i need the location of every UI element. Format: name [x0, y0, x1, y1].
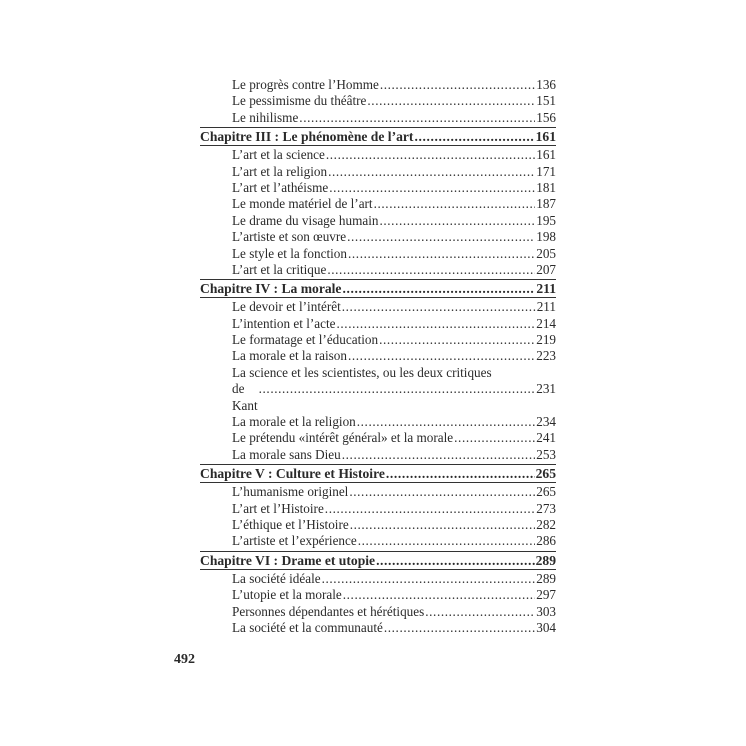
toc-entry-line1: La science et les scientistes, ou les deux critiques [232, 364, 492, 380]
chapter-heading-6: Chapitre VI : Drame et utopie ..... 289 [200, 551, 556, 570]
chapter-heading-5: Chapitre V : Culture et Histoire ..... 265 [200, 464, 556, 483]
toc-entry: L’artiste et son œuvre ..... 198 [200, 229, 556, 245]
toc-entry: La société et la communauté ..... 304 [200, 620, 556, 636]
toc-entry: Le drame du visage humain ..... 195 [200, 213, 556, 229]
toc-entry: Le style et la fonction ..... 205 [200, 246, 556, 262]
toc-entry: L’intention et l’acte ..... 214 [200, 316, 556, 332]
table-of-contents [200, 77, 556, 636]
toc-entry: L’art et la critique ..... 207 [200, 262, 556, 278]
chapter-heading-3: Chapitre III : Le phénomène de l’art ..... 161 [200, 127, 556, 146]
toc-entry-multiline [200, 365, 556, 414]
page-number: 492 [174, 652, 195, 667]
toc-entry: La morale et la religion ..... 234 [200, 414, 556, 430]
chapter-heading-4: Chapitre IV : La morale ..... 211 [200, 279, 556, 298]
toc-entry: La morale et la raison ..... 223 [200, 348, 556, 364]
toc-entry: Le monde matériel de l’art ..... 187 [200, 196, 556, 212]
toc-entry: Le prétendu «intérêt général» et la morale ..... 241 [200, 430, 556, 446]
toc-entry: L’art et la science ..... 161 [200, 147, 556, 163]
toc-entry: L’artiste et l’expérience ..... 286 [200, 533, 556, 549]
toc-entry: L’art et l’athéisme ..... 181 [200, 180, 556, 196]
toc-entry: L’art et la religion ..... 171 [200, 164, 556, 180]
toc-entry: L’art et l’Histoire ..... 273 [200, 501, 556, 517]
toc-entry-line2: de Kant [232, 381, 258, 413]
toc-entry: Le formatage et l’éducation ..... 219 [200, 332, 556, 348]
toc-entry: La société idéale ..... 289 [200, 571, 556, 587]
toc-entry: Le pessimisme du théâtre ..... 151 [200, 93, 556, 109]
toc-entry: Le devoir et l’intérêt ..... 211 [200, 299, 556, 315]
toc-entry: L’humanisme originel ..... 265 [200, 484, 556, 500]
toc-entry: Personnes dépendantes et hérétiques ..... 303 [200, 604, 556, 620]
toc-entry-page: 231 [536, 381, 556, 397]
toc-entry: L’éthique et l’Histoire ..... 282 [200, 517, 556, 533]
toc-entry: L’utopie et la morale ..... 297 [200, 587, 556, 603]
toc-entry: Le progrès contre l’Homme ..... 136 [200, 77, 556, 93]
toc-entry: La morale sans Dieu ..... 253 [200, 447, 556, 463]
toc-entry: Le nihilisme ..... 156 [200, 110, 556, 126]
